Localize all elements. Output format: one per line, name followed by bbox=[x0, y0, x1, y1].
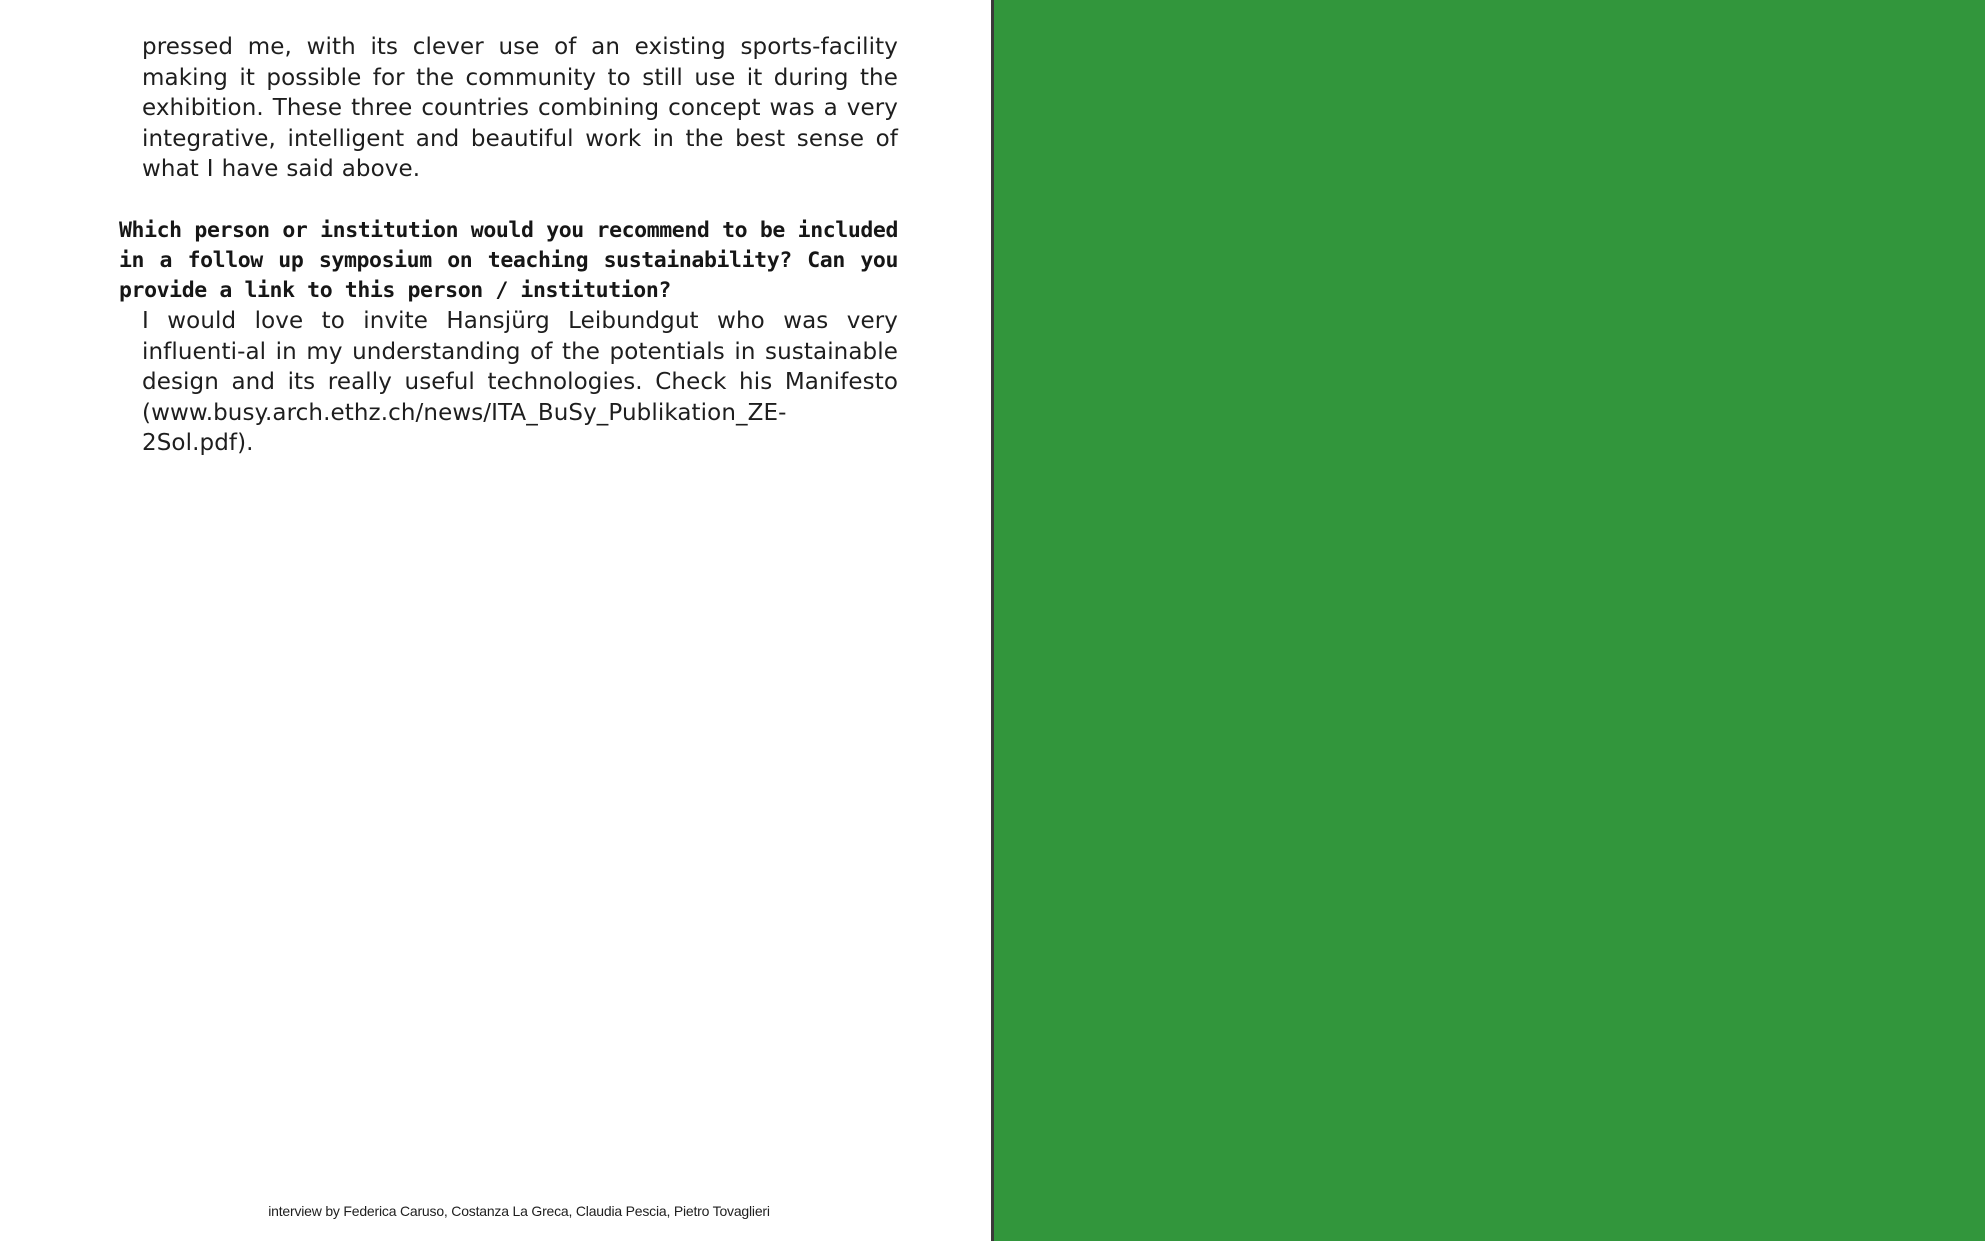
right-page-color-block bbox=[994, 0, 1985, 1241]
interview-credit: interview by Federica Caruso, Costanza La Greca, Claudia Pescia, Pietro Tovaglieri bbox=[268, 1203, 770, 1219]
left-page bbox=[0, 0, 992, 1241]
answer-paragraph: I would love to invite Hansjürg Leibundgut who was very influenti-al in my understanding of the potentials in sustainable design and its really useful technologies. Check his Manifesto (www.busy.arch.ethz.ch/news/ITA_BuSy_Publikation_ZE-2Sol.pdf). bbox=[142, 308, 898, 456]
answer-continued-paragraph: pressed me, with its clever use of an existing sports-facility making it possible for the community to still use it during the exhibition. These three countries combining concept was a very integrative, intelligent and beautiful work in the best sense of what I have said above. bbox=[142, 34, 898, 182]
interview-question: Which person or institution would you recommend to be included in a follow up symposium on teaching sustainability? Can you provide a link to this person / institution? bbox=[119, 218, 898, 303]
